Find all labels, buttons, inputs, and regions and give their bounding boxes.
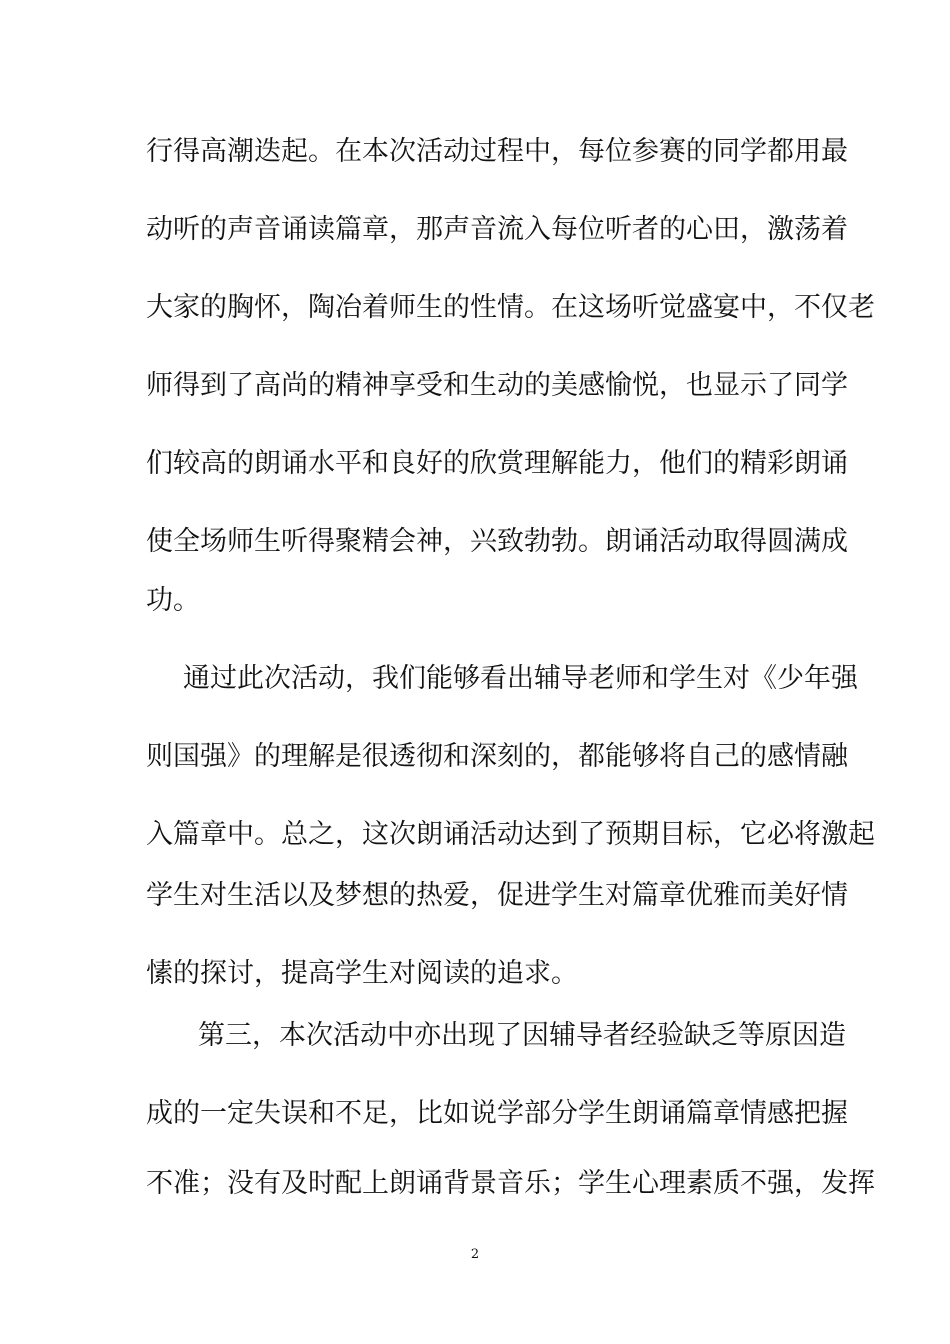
text-line: 愫的探讨，提高学生对阅读的追求。 [146,958,578,989]
text-line: 功。 [146,585,200,616]
text-line: 行得高潮迭起。在本次活动过程中，每位参赛的同学都用最 [146,136,848,167]
text-line: 动听的声音诵读篇章，那声音流入每位听者的心田，激荡着 [146,214,848,245]
text-line: 入篇章中。总之，这次朗诵活动达到了预期目标，它必将激起 [146,819,875,850]
text-line: 通过此次活动，我们能够看出辅导老师和学生对《少年强 [183,663,858,694]
page-number: 2 [470,1247,480,1262]
text-line: 学生对生活以及梦想的热爱，促进学生对篇章优雅而美好情 [146,880,848,911]
text-line: 大家的胸怀，陶冶着师生的性情。在这场听觉盛宴中，不仅老 [146,292,875,323]
text-line: 则国强》的理解是很透彻和深刻的，都能够将自己的感情融 [146,741,848,772]
text-line: 师得到了高尚的精神享受和生动的美感愉悦，也显示了同学 [146,370,848,401]
text-line: 第三，本次活动中亦出现了因辅导者经验缺乏等原因造 [198,1020,846,1051]
text-line: 使全场师生听得聚精会神，兴致勃勃。朗诵活动取得圆满成 [146,526,848,557]
text-line: 们较高的朗诵水平和良好的欣赏理解能力，他们的精彩朗诵 [146,448,848,479]
text-line: 成的一定失误和不足，比如说学部分学生朗诵篇章情感把握 [146,1098,848,1129]
text-line: 不准；没有及时配上朗诵背景音乐；学生心理素质不强，发挥 [146,1168,875,1199]
